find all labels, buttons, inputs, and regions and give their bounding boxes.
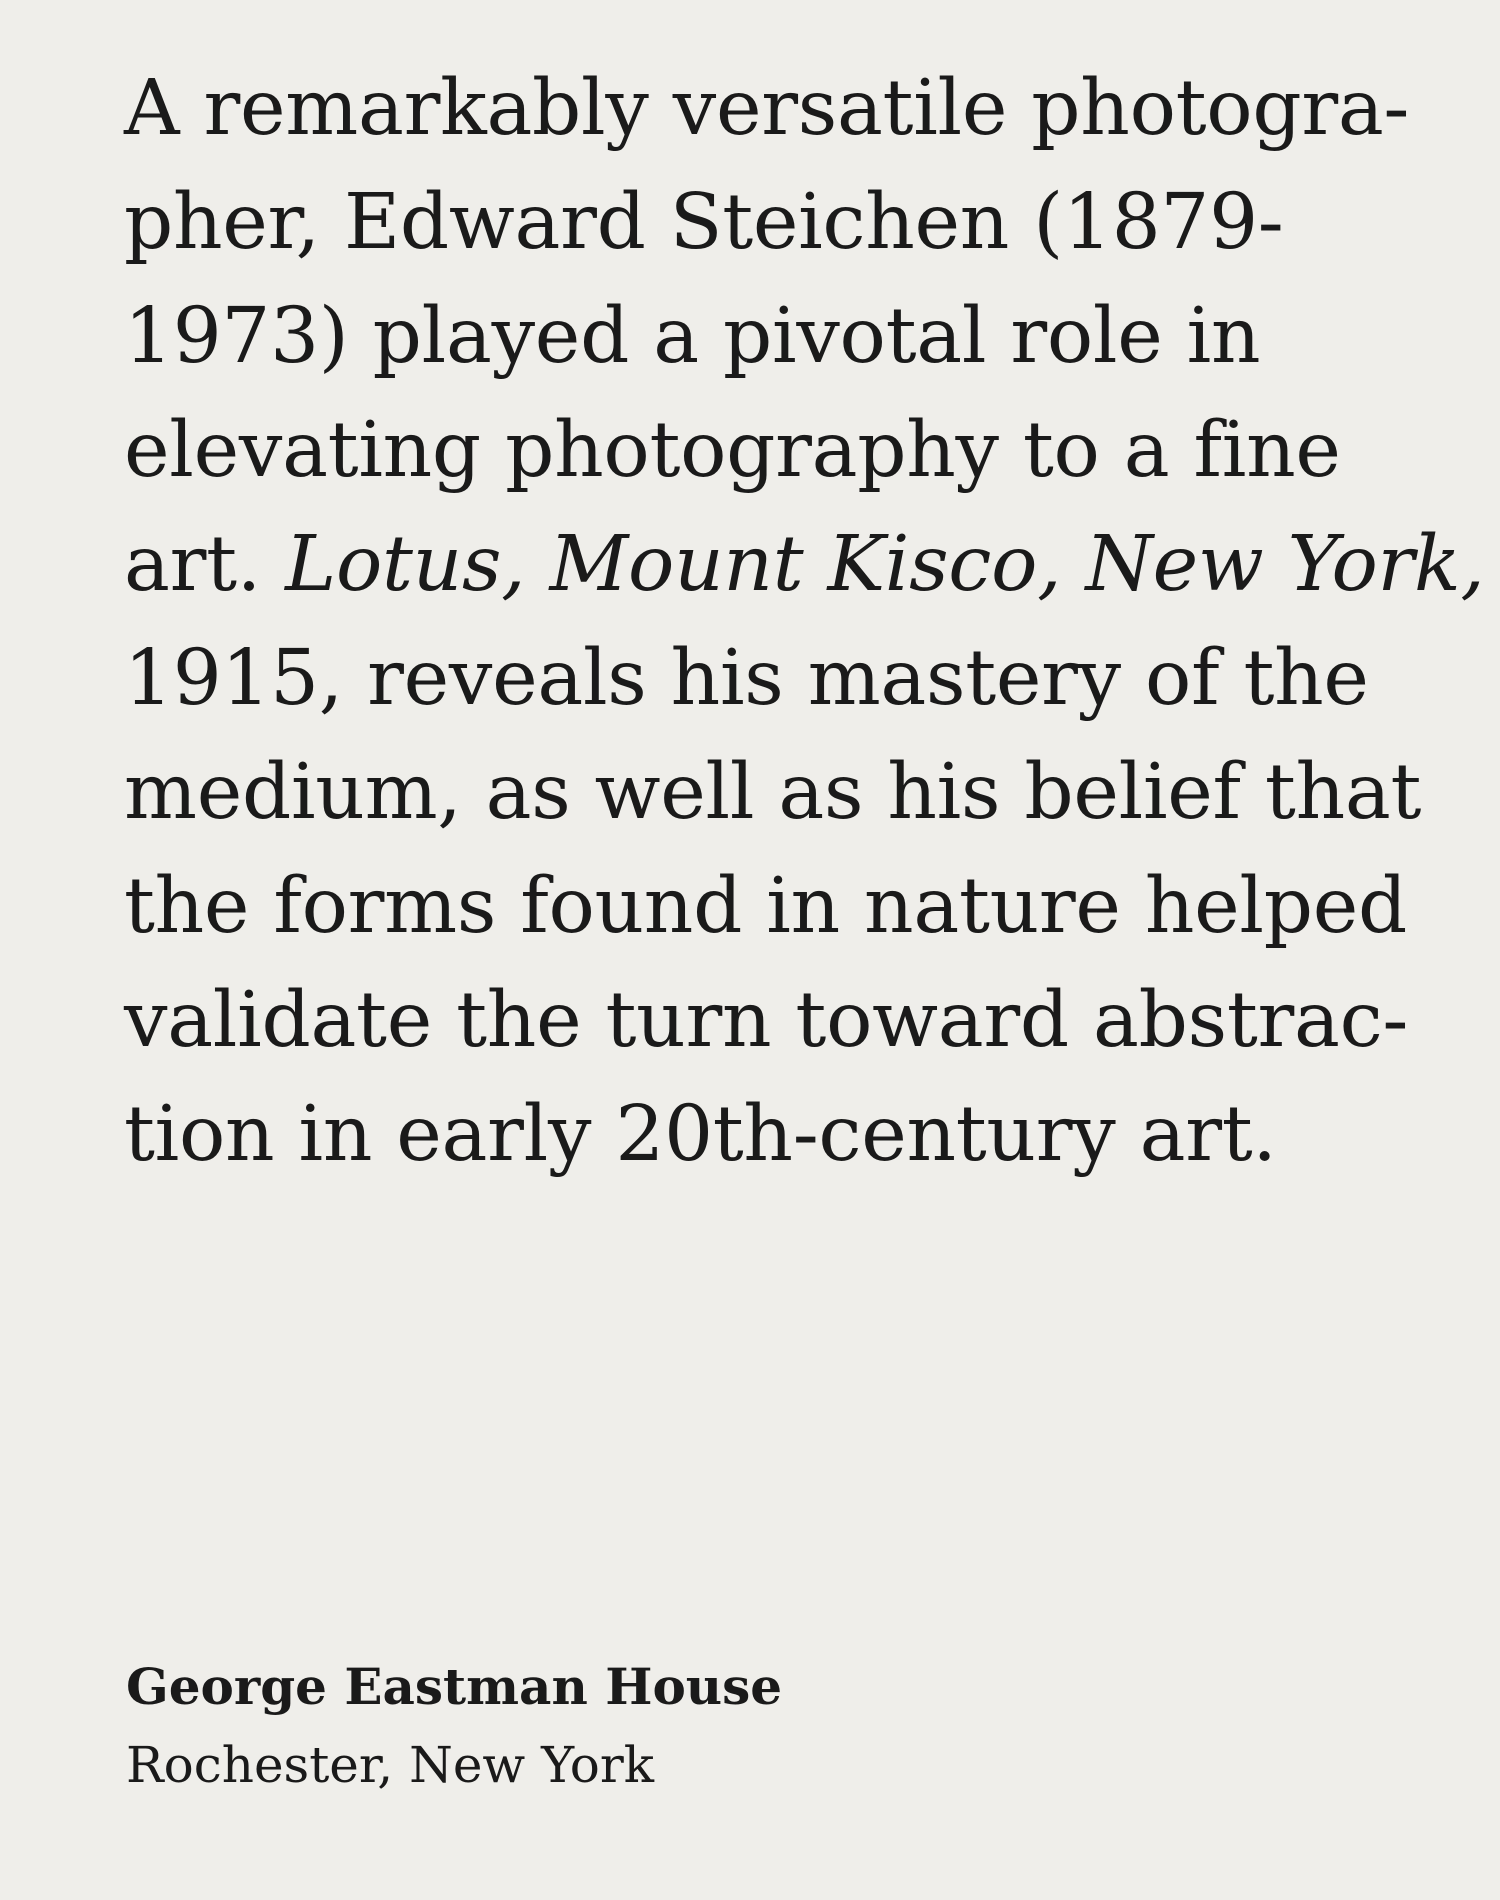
caption-paragraph bbox=[124, 52, 1485, 1192]
caption-line: the forms found in nature helped bbox=[124, 862, 1407, 951]
credit-block bbox=[126, 1648, 1126, 1804]
caption-line: medium, as well as his belief that bbox=[124, 748, 1422, 837]
caption-text: art. bbox=[124, 520, 286, 609]
caption-line: 1973) played a pivotal role in bbox=[124, 292, 1261, 381]
institution-name: George Eastman House bbox=[126, 1657, 783, 1716]
caption-line: pher, Edward Steichen (1879- bbox=[124, 178, 1284, 267]
institution-location: Rochester, New York bbox=[126, 1736, 655, 1794]
caption-line: A remarkably versatile photogra- bbox=[124, 64, 1410, 153]
caption-line: tion in early 20th-century art. bbox=[124, 1090, 1277, 1179]
caption-line: validate the turn toward abstrac- bbox=[124, 976, 1409, 1065]
artwork-title: Lotus, Mount Kisco, New York, bbox=[285, 520, 1485, 609]
caption-line: 1915, reveals his mastery of the bbox=[124, 634, 1369, 723]
caption-line: elevating photography to a fine bbox=[124, 406, 1341, 495]
caption-line bbox=[124, 508, 1485, 622]
